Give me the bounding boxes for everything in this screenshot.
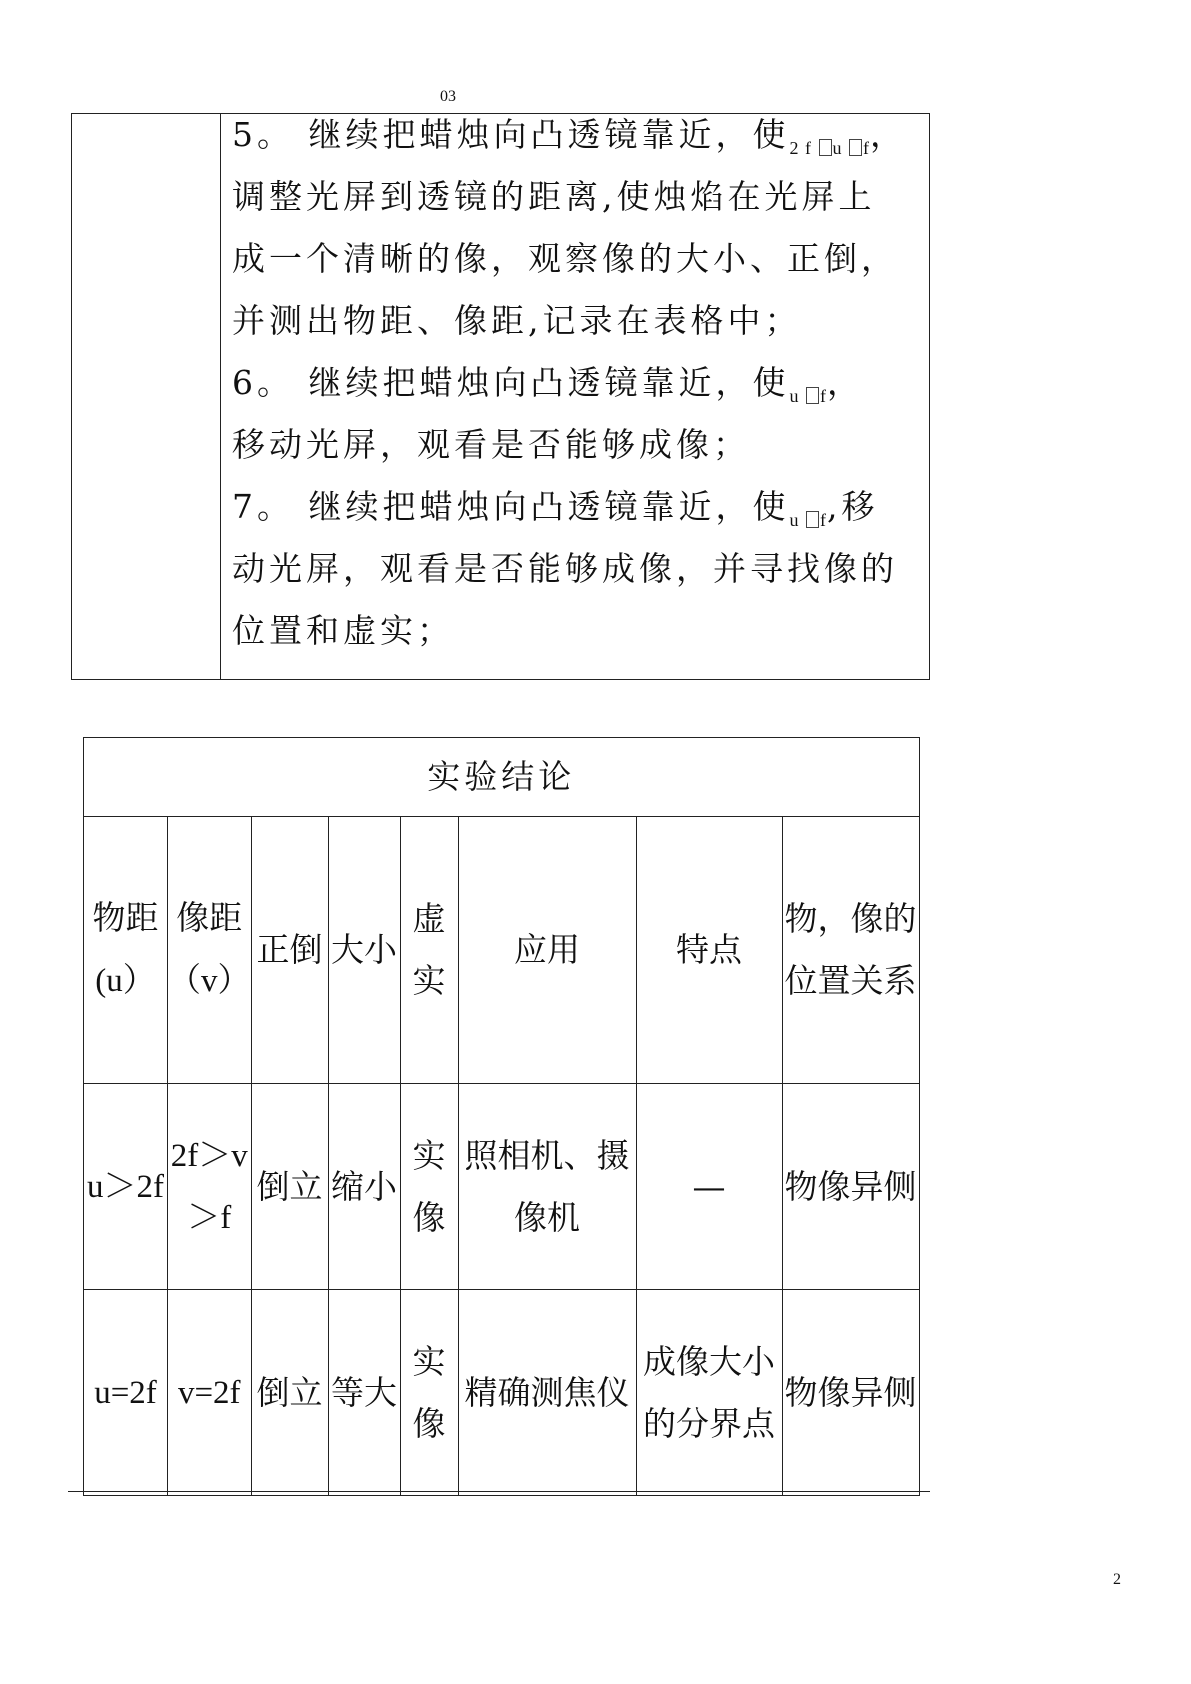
- page-number: 2: [1113, 1571, 1121, 1588]
- cell-real-virtual: 实像: [400, 1084, 458, 1290]
- procedure-line: 7。 继续把蜡烛向凸透镜靠近，使$_{u f}$,移: [232, 487, 879, 530]
- condition-formula: 2 f u f: [789, 138, 870, 158]
- cell-orientation: 倒立: [251, 1084, 328, 1290]
- cell-feature: 成像大小的分界点: [636, 1290, 782, 1496]
- cell-object-distance: u＞2f: [84, 1084, 168, 1290]
- header-size: 大小: [328, 817, 400, 1084]
- header-object-distance: 物距(u）: [84, 817, 168, 1084]
- missing-symbol-box: [819, 139, 832, 156]
- cell-size: 缩小: [328, 1084, 400, 1290]
- condition-formula: u f: [789, 510, 827, 530]
- cell-application: 照相机、摄像机: [458, 1084, 636, 1290]
- cell-position-relation: 物像异侧: [782, 1084, 919, 1290]
- procedure-line: 动光屏，观看是否能够成像，并寻找像的: [232, 549, 898, 588]
- missing-symbol-box: [849, 139, 862, 156]
- cell-feature: —: [636, 1084, 782, 1290]
- procedure-line: 成一个清晰的像，观察像的大小、正倒，: [232, 239, 898, 278]
- procedure-line: 6。 继续把蜡烛向凸透镜靠近，使$_{u f}$，: [232, 363, 864, 406]
- procedure-table: [71, 113, 930, 680]
- cell-image-distance: v=2f: [168, 1290, 252, 1496]
- procedure-column-divider: [220, 114, 221, 679]
- missing-symbol-box: [806, 511, 819, 528]
- header-orientation: 正倒: [251, 817, 328, 1084]
- cell-object-distance: u=2f: [84, 1290, 168, 1496]
- conclusion-table: [83, 737, 920, 1496]
- header-image-distance: 像距（v）: [168, 817, 252, 1084]
- cell-application: 精确测焦仪: [458, 1290, 636, 1496]
- header-application: 应用: [458, 817, 636, 1084]
- conclusion-title: 实验结论: [84, 738, 920, 817]
- procedure-steps: [232, 114, 924, 662]
- cell-real-virtual: 实像: [400, 1290, 458, 1496]
- cell-image-distance: 2f＞v＞f: [168, 1084, 252, 1290]
- header-feature: 特点: [636, 817, 782, 1084]
- header-mark: 03: [440, 88, 456, 105]
- procedure-line: 调整光屏到透镜的距离,使烛焰在光屏上: [232, 177, 876, 216]
- cell-position-relation: 物像异侧: [782, 1290, 919, 1496]
- procedure-line: 并测出物距、像距,记录在表格中；: [232, 301, 802, 340]
- cell-orientation: 倒立: [251, 1290, 328, 1496]
- header-position-relation: 物，像的位置关系: [782, 817, 919, 1084]
- procedure-line: 位置和虚实；: [232, 611, 454, 650]
- table-row: [84, 1084, 920, 1290]
- table-header-row: [84, 817, 920, 1084]
- table-row: [84, 1290, 920, 1496]
- procedure-line: 移动光屏，观看是否能够成像；: [232, 425, 750, 464]
- header-real-virtual: 虚实: [400, 817, 458, 1084]
- condition-formula: u f: [789, 386, 827, 406]
- procedure-line: 5。 继续把蜡烛向凸透镜靠近，使$_{2 f u f}$，: [232, 115, 907, 158]
- cell-size: 等大: [328, 1290, 400, 1496]
- missing-symbol-box: [806, 387, 819, 404]
- bottom-rule: [68, 1491, 930, 1492]
